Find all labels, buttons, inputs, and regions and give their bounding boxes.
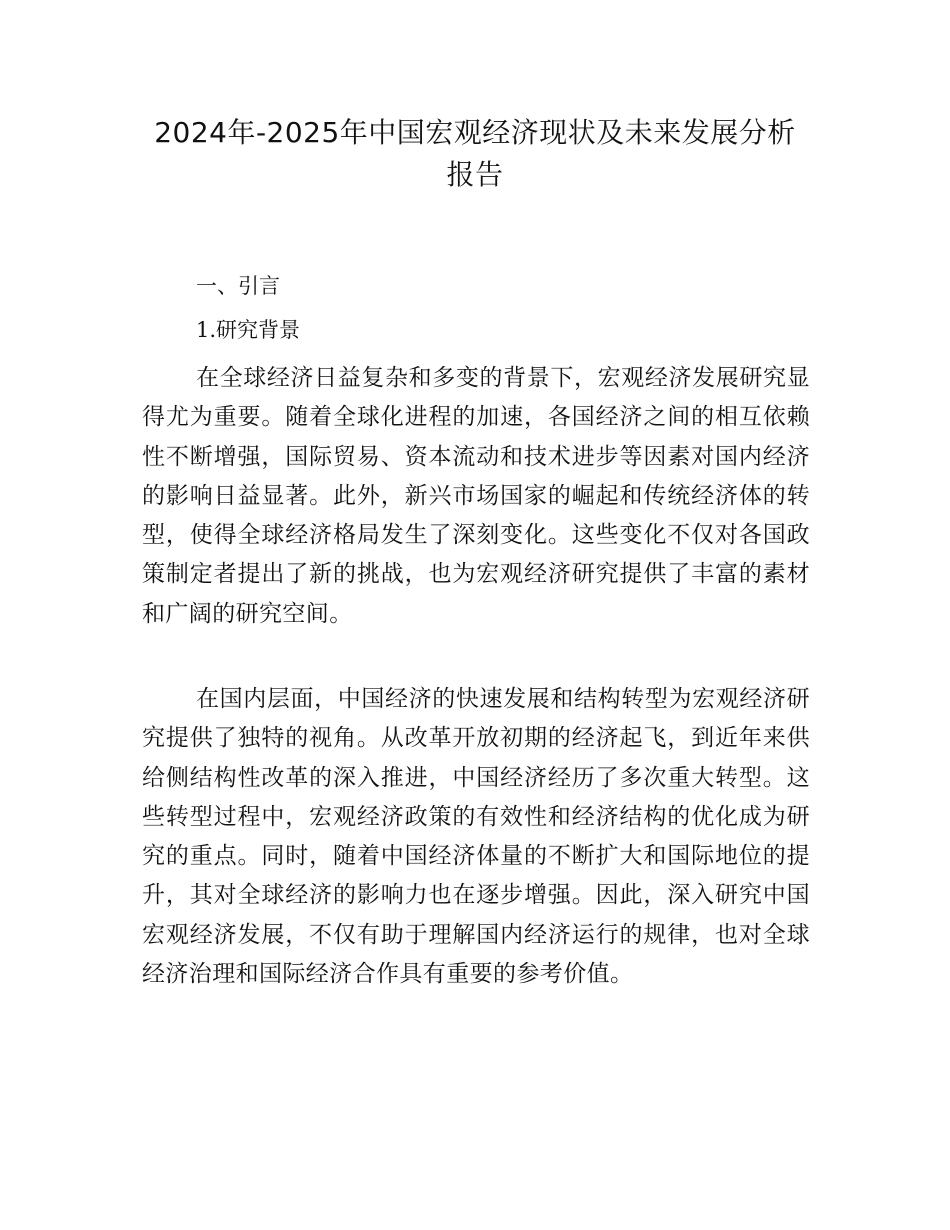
body-paragraph: 在国内层面，中国经济的快速发展和结构转型为宏观经济研究提供了独特的视角。从改革开放初期的经济起飞，到近年来供给侧结构性改革的深入推进，中国经济经历了多次重大转型。这些转型过程中，宏观经济政策的有效性和经济结构的优化成为研究的重点。同时，随着中国经济体量的不断扩大和国际地位的提升，其对全球经济的影响力也在逐步增强。因此，深入研究中国宏观经济发展，不仅有助于理解国内经济运行的规律，也对全球经济治理和国际经济合作具有重要的参考价值。 [142, 686, 810, 988]
body-paragraph: 在全球经济日益复杂和多变的背景下，宏观经济发展研究显得尤为重要。随着全球化进程的加速，各国经济之间的相互依赖性不断增强，国际贸易、资本流动和技术进步等因素对国内经济的影响日益显著。此外，新兴市场国家的崛起和传统经济体的转型，使得全球经济格局发生了深刻变化。这些变化不仅对各国政策制定者提出了新的挑战，也为宏观经济研究提供了丰富的素材和广阔的研究空间。 [142, 365, 810, 627]
section-heading: 一、引言 [196, 274, 280, 298]
document-title: 2024年-2025年中国宏观经济现状及未来发展分析报告 [154, 116, 796, 191]
subsection-heading: 1.研究背景 [196, 318, 301, 342]
